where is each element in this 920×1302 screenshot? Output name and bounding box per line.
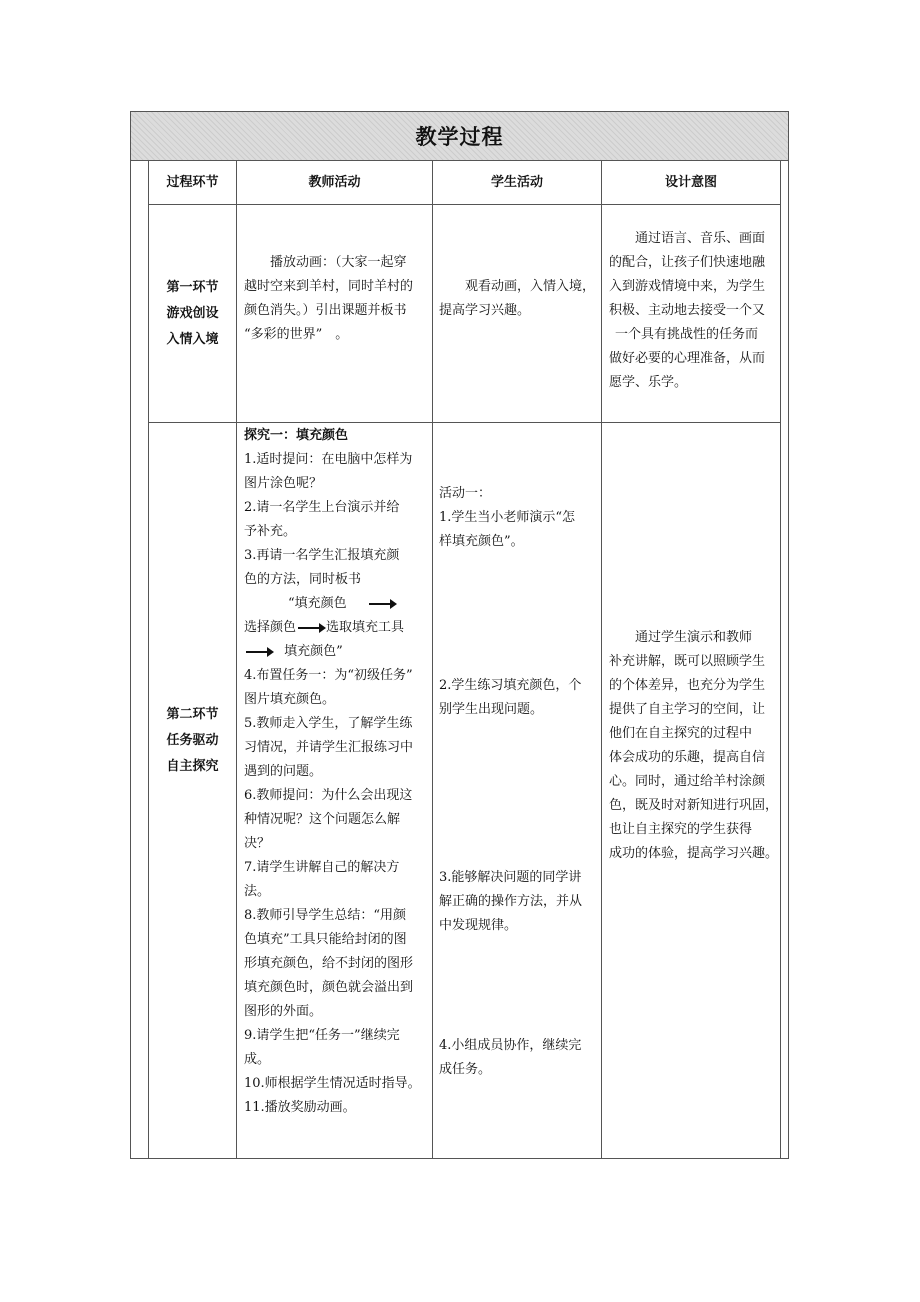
stage-line: 任务驱动 <box>166 733 219 748</box>
text-line: 予补充。 <box>244 524 297 539</box>
text-line: 愿学、乐学。 <box>609 375 688 390</box>
text-line: 1.学生当小老师演示“怎 <box>439 510 576 525</box>
stage-one <box>149 205 236 422</box>
text-line: 也让自主探究的学生获得 <box>609 822 753 837</box>
text-line: 3.能够解决问题的同学讲 <box>439 870 582 885</box>
row1-design-intent <box>609 227 779 395</box>
text-line: 的个体差异，也充分为学生 <box>609 678 766 693</box>
column-divider <box>432 161 433 1158</box>
column-divider <box>236 161 237 1158</box>
text-line: 填充颜色时，颜色就会溢出到 <box>244 980 414 995</box>
flow-line-3 <box>244 640 432 664</box>
row1-teacher-activity <box>244 251 430 347</box>
row-divider <box>149 204 780 205</box>
header-stage: 过程环节 <box>166 174 219 190</box>
row1-student-activity <box>439 275 599 323</box>
row-divider <box>149 422 780 423</box>
text-line: 通过语言、音乐、画面 <box>635 231 766 246</box>
section-heading: 探究一：填充颜色 <box>244 428 349 443</box>
text-line: 8.教师引导学生总结：“用颜 <box>244 908 407 923</box>
header-design: 设计意图 <box>664 174 717 190</box>
text-line: 色填充”工具只能给封闭的图 <box>244 932 407 947</box>
row2-design-intent <box>609 626 779 866</box>
header-student: 学生活动 <box>490 174 543 190</box>
arrow-icon <box>369 603 395 605</box>
text-line: 成。 <box>244 1052 271 1067</box>
text-line: 补充讲解，既可以照顾学生 <box>609 654 766 669</box>
text-line: 6.教师提问：为什么会出现这 <box>244 788 413 803</box>
text-line: 法。 <box>244 884 271 899</box>
column-divider <box>601 161 602 1158</box>
arrow-icon <box>246 651 272 653</box>
text-line: 颜色消失。）引出课题并板书 <box>244 303 407 318</box>
stage-line: 第一环节 <box>166 279 219 295</box>
process-table <box>148 161 781 1158</box>
text-line: 种情况呢？这个问题怎么解 <box>244 812 401 827</box>
lesson-process-sheet <box>130 111 789 1159</box>
title-band <box>131 112 788 161</box>
text-line: “多彩的世界” 。 <box>244 327 349 342</box>
text-line: 习情况，并请学生汇报练习中 <box>244 740 414 755</box>
text-line: 图形的外面。 <box>244 1004 323 1019</box>
text-line: 体会成功的乐趣，提高自信 <box>609 750 766 765</box>
flow-line-2 <box>244 616 432 640</box>
row2-teacher-activity <box>244 424 432 1120</box>
text-line: 成功的体验，提高学习兴趣。 <box>609 846 779 861</box>
text-line: 一个具有挑战性的任务而 <box>615 327 759 342</box>
text-line: 通过学生演示和教师 <box>635 630 753 645</box>
text-line: 遇到的问题。 <box>244 764 323 779</box>
stage-line: 自主探究 <box>166 759 219 774</box>
text-line: 色，既及时对新知进行巩固， <box>609 798 779 813</box>
flow-step: 选取填充工具 <box>326 620 405 635</box>
flow-step: 选择颜色 <box>244 620 297 635</box>
page-title: 教学过程 <box>415 125 504 149</box>
stage-line: 入情入境 <box>166 331 219 347</box>
stage-two <box>149 701 236 781</box>
text-line: 心。同时，通过给羊村涂颜 <box>609 774 766 789</box>
text-line: 解正确的操作方法，并从 <box>439 894 583 909</box>
row2-student-activity-4 <box>439 1034 599 1082</box>
row2-student-activity-2 <box>439 674 599 722</box>
text-line: 色的方法，同时板书 <box>244 572 362 587</box>
text-line: 5.教师走入学生，了解学生练 <box>244 716 413 731</box>
stage-line: 第二环节 <box>166 707 219 722</box>
flow-step: “填充颜色 <box>288 596 347 611</box>
header-teacher: 教师活动 <box>308 174 361 190</box>
text-line: 2.请一名学生上台演示并给 <box>244 500 400 515</box>
text-line: 4.小组成员协作，继续完 <box>439 1038 582 1053</box>
text-line: 1.适时提问：在电脑中怎样为 <box>244 452 413 467</box>
text-line: 9.请学生把“任务一”继续完 <box>244 1028 400 1043</box>
text-line: 提供了自主学习的空间，让 <box>609 702 766 717</box>
flow-line-1 <box>244 592 432 616</box>
text-line: 越时空来到羊村，同时羊村的 <box>244 279 414 294</box>
text-line: 形填充颜色，给不封闭的图形 <box>244 956 414 971</box>
text-line: 中发现规律。 <box>439 918 518 933</box>
text-line: 11.播放奖励动画。 <box>244 1100 356 1115</box>
text-line: 的配合，让孩子们快速地融 <box>609 255 766 270</box>
flow-step: 填充颜色” <box>284 644 343 659</box>
text-line: 观看动画，入情入境， <box>465 279 596 294</box>
text-line: 样填充颜色”。 <box>439 534 524 549</box>
text-line: 他们在自主探究的过程中 <box>609 726 753 741</box>
text-line: 图片涂色呢？ <box>244 476 323 491</box>
text-line: 成任务。 <box>439 1062 492 1077</box>
text-line: 活动一： <box>439 486 492 501</box>
stage-line: 游戏创设 <box>166 305 219 321</box>
text-line: 做好必要的心理准备，从而 <box>609 351 766 366</box>
text-line: 播放动画：（大家一起穿 <box>270 255 407 270</box>
row2-student-activity-1 <box>439 482 599 554</box>
text-line: 4.布置任务一：为“初级任务” <box>244 668 413 683</box>
text-line: 2.学生练习填充颜色，个 <box>439 678 582 693</box>
text-line: 入到游戏情境中来，为学生 <box>609 279 766 294</box>
row2-student-activity-3 <box>439 866 599 938</box>
arrow-icon <box>298 627 324 629</box>
text-line: 3.再请一名学生汇报填充颜 <box>244 548 400 563</box>
text-line: 10.师根据学生情况适时指导。 <box>244 1076 421 1091</box>
text-line: 提高学习兴趣。 <box>439 303 531 318</box>
text-line: 7.请学生讲解自己的解决方 <box>244 860 400 875</box>
text-line: 别学生出现问题。 <box>439 702 544 717</box>
text-line: 决？ <box>244 836 271 851</box>
text-line: 图片填充颜色。 <box>244 692 336 707</box>
text-line: 积极、主动地去接受一个又 <box>609 303 766 318</box>
